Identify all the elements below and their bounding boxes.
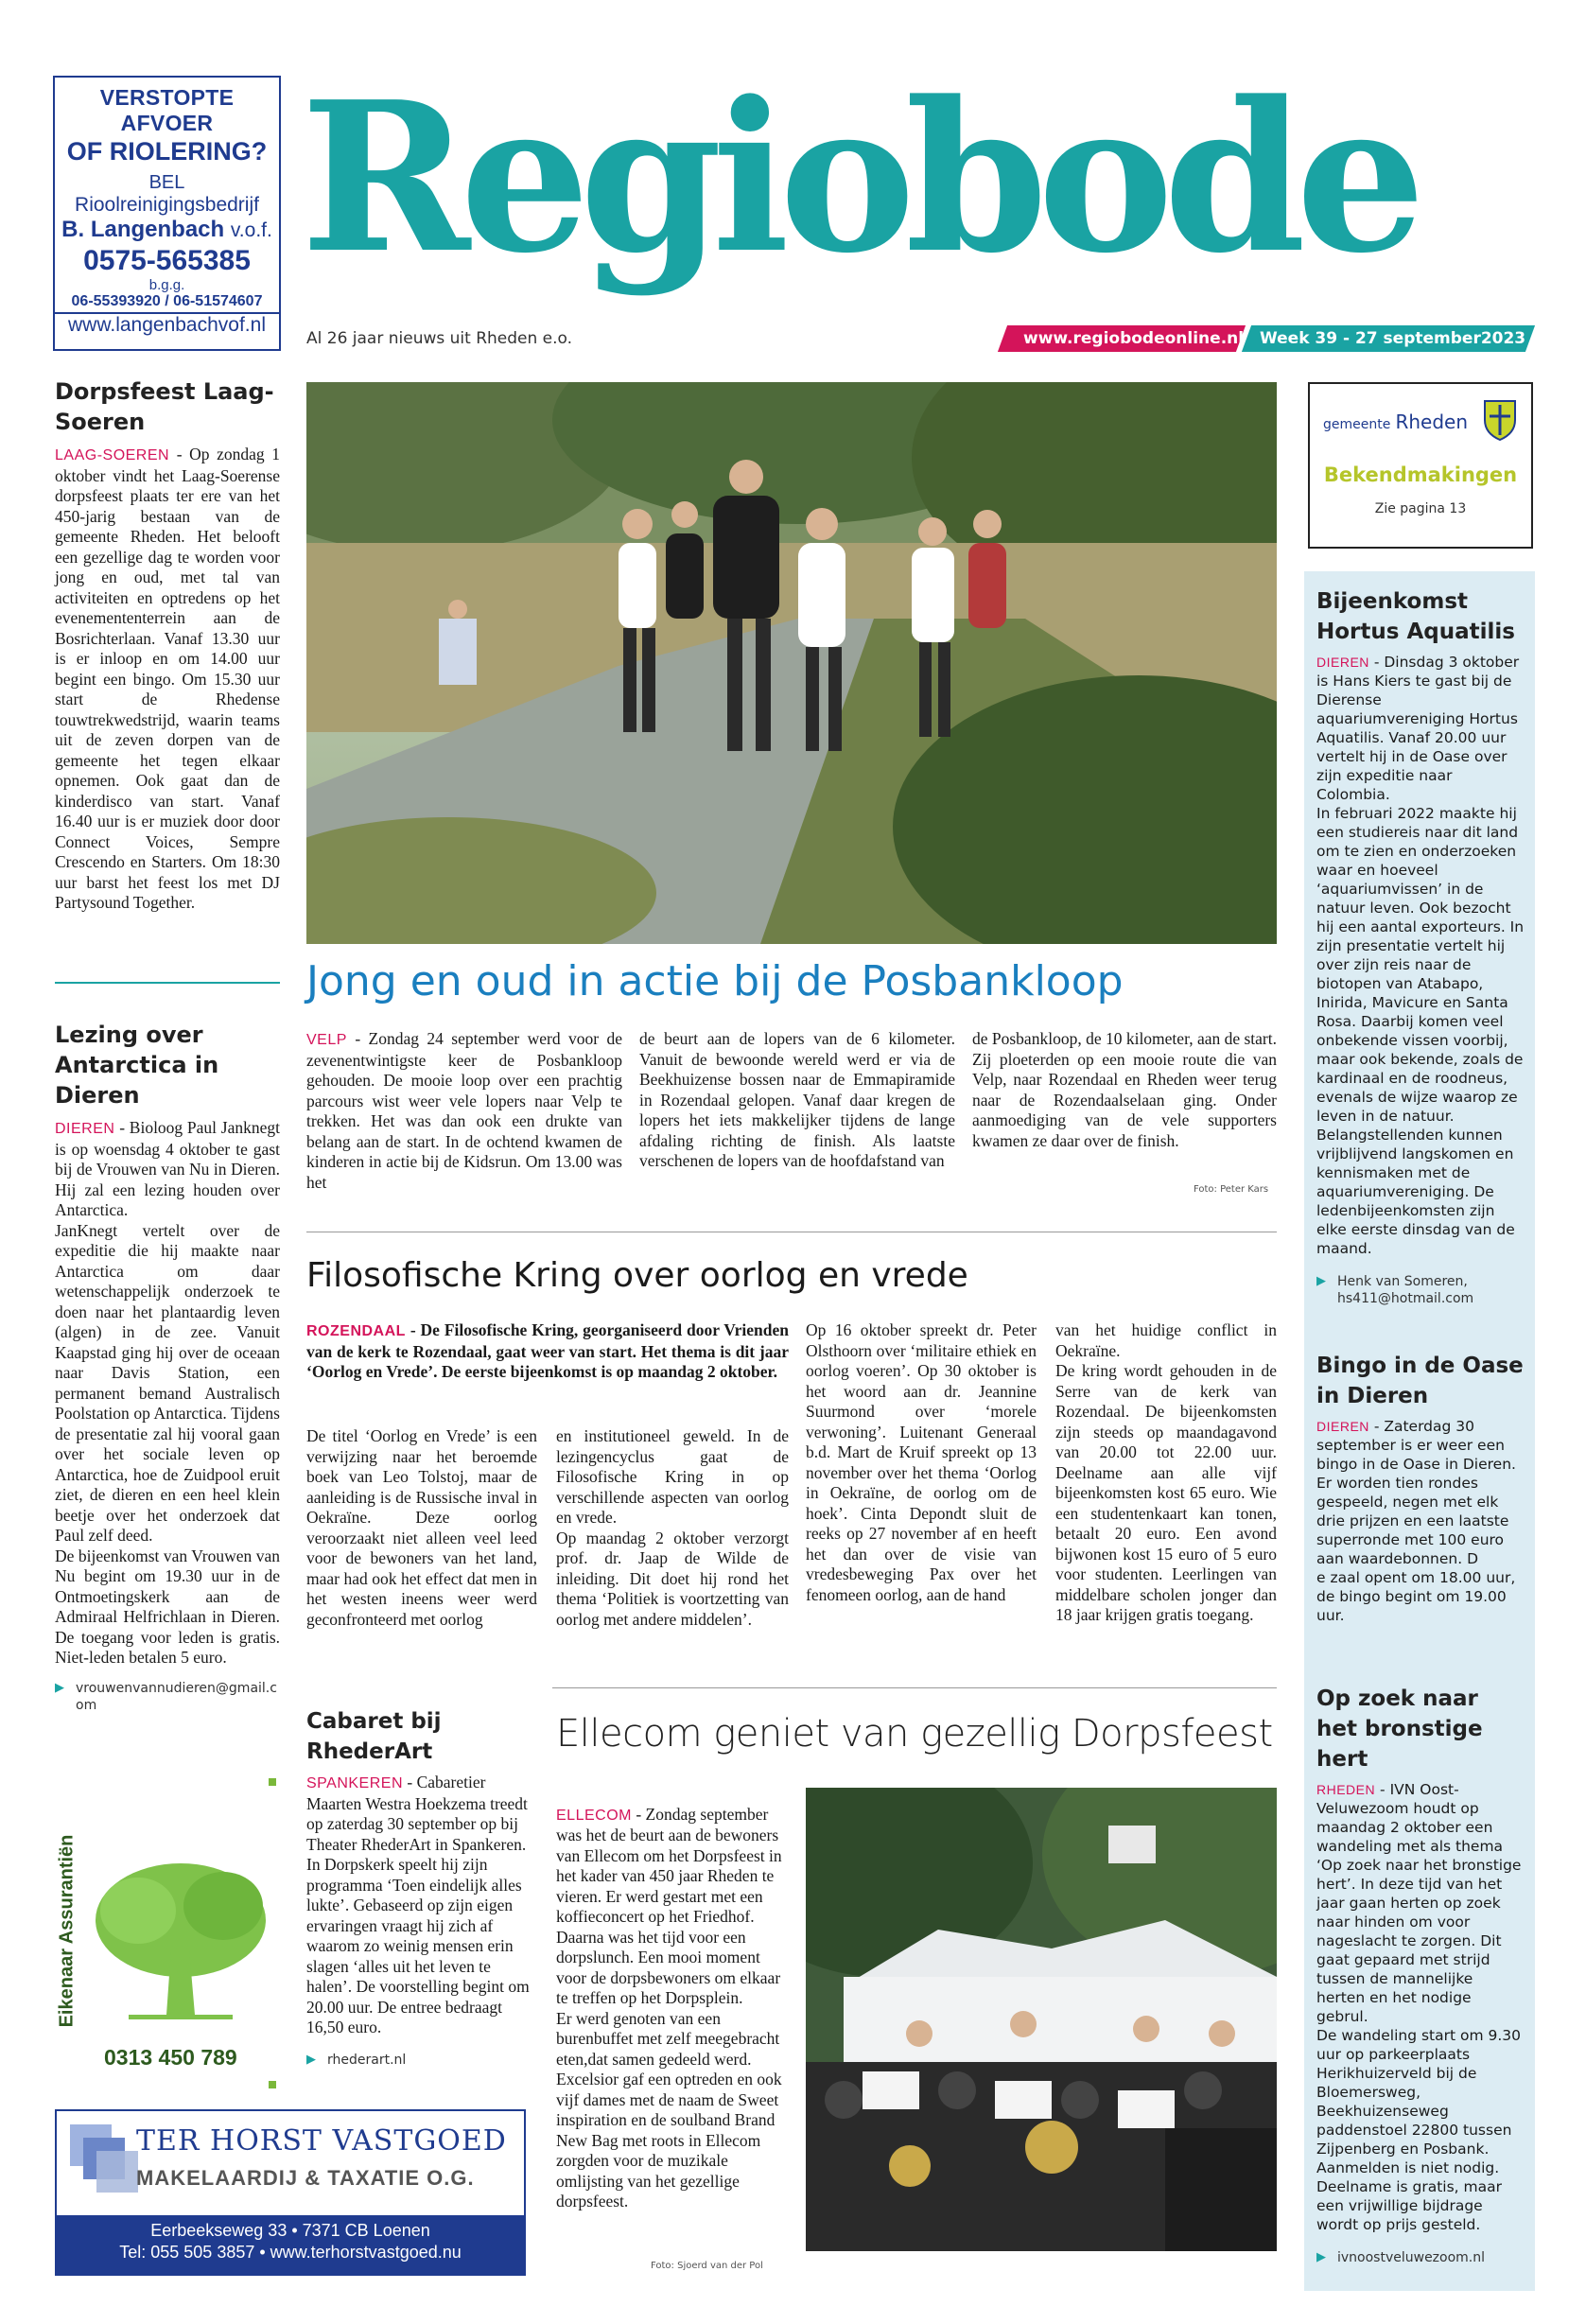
article-cabaret — [306, 1706, 533, 2069]
article-hert-contact[interactable]: ▶ ivnoostveluwezoom.nl — [1316, 2249, 1525, 2266]
article-hert — [1316, 1684, 1525, 2266]
ellecom-photo — [806, 1788, 1277, 2251]
article-antarctica-title: Lezing over Antarctica in Dieren — [55, 1022, 219, 1109]
gemeente-prefix: gemeente — [1323, 417, 1391, 432]
article-dorpsfeest-place: LAAG-SOEREN — [55, 447, 170, 463]
article-bingo-body: DIEREN - Zaterdag 30 september is er weer een bingo in de Oase in Dieren. Er worden tien rondes gespeeld, negen met elk drie prijzen en een laatste superronde met 100 euro aan waardebonnen. D e zaal opent om 18.00 uur, de bingo begint om 19.00 uur. — [1316, 1418, 1516, 1624]
ad-terhorst-name: TER HORST VASTGOED — [136, 2124, 507, 2158]
article-posbank-col3: de Posbankloop, de 10 kilometer, aan de start. Zij ploeterden op een mooie route die van Velp, naar Rozendaal en Rheden weer terug naar de Rozendaalselaan ging. Onder aanmoediging van de vele supporters kwamen ze daar over de finish. — [972, 1029, 1277, 1150]
band-illustration — [806, 1788, 1277, 2251]
article-filosofisch-col4: van het huidige conflict in Oekraïne. De kring wordt gehouden in de Serre van de kerk van Rozendaal. De bijeenkomsten zijn steeds op maandagavond van 20.00 tot 22.00 uur. Deelname aan alle vijf bijeenkomsten kost 65 euro. Wie een studentenkaart kan tonen, betaalt 20 euro. Een avond bijwonen kost 15 euro of 5 euro voor studenten. Leerlingen van middelbare scholen jonger dan 18 jaar krijgen gratis toegang. — [1055, 1320, 1277, 1624]
ad-riolering — [53, 76, 281, 351]
ad-terhorst-contact[interactable]: Tel: 055 505 3857 • www.terhorstvastgoed.nu — [119, 2243, 462, 2262]
oak-tree-icon — [91, 1854, 270, 2024]
ad-riolering-line2: OF RIOLERING? — [66, 137, 268, 166]
divider — [55, 982, 280, 984]
article-antarctica-contact[interactable]: ▶ vrouwenvannudieren@gmail.com — [55, 1680, 280, 1714]
article-filosofisch-col1: De titel ‘Oorlog en Vrede’ is een verwijzing naar het beroemde boek van Leo Tolstoj, maar de aanleiding is de Russische inval in Oekraïne. Deze oorlog veroorzaakt niet alleen veel leed voor de bewoners van het land, maar had ook het effect dat men in het westen ineens weer werd geconfronteerd met oorlog — [306, 1426, 537, 1629]
article-filosofisch-col2: en institutioneel geweld. In de lezingencyclus gaat de Filosofische Kring in op verschillende aspecten van oorlog en vrede. Op maandag 2 oktober verzorgt prof. dr. Jaap de Wilde de inleiding. Dit doet hij rond het thema ‘Politiek is voortzetting van oorlog met andere middelen’. — [556, 1426, 789, 1629]
ad-riolering-bgg: b.g.g. — [148, 277, 185, 293]
article-hortus-title: Bijeenkomst Hortus Aquatilis — [1316, 589, 1515, 644]
ellecom-photo-credit: Foto: Sjoerd van der Pol — [651, 2261, 763, 2271]
article-posbank-title: Jong en oud in actie bij de Posbankloop — [306, 957, 1124, 1005]
article-hert-title: Op zoek naar het bronstige hert — [1316, 1686, 1483, 1772]
article-dorpsfeest-title: Dorpsfeest Laag-Soeren — [55, 378, 274, 435]
article-filosofisch-title: Filosofische Kring over oorlog en vrede — [306, 1256, 968, 1295]
article-cabaret-title: Cabaret bij RhederArt — [306, 1709, 442, 1764]
ad-riolering-name: B. Langenbach v.o.f. — [61, 217, 272, 242]
article-cabaret-contact[interactable]: ▶ rhederart.nl — [306, 2052, 533, 2069]
article-bingo — [1316, 1351, 1525, 1625]
posbankloop-photo — [306, 382, 1277, 944]
gemeente-bekendmakingen: Bekendmakingen — [1323, 463, 1518, 486]
article-dorpsfeest-body: LAAG-SOEREN - Op zondag 1 oktober vindt het Laag-Soerense dorpsfeest plaats ter ere van het 450-jarig bestaan van de gemeente Rheden. Het belooft een gezellige dag te worden voor jong en oud, met tal van activiteiten en optredens op het evenemententerrein aan de Bosrichterlaan. Vanaf 13.30 uur is er inloop en om 14.00 uur begint een bingo. Om 15.30 uur start de Rhedense touwtrekwedstrijd, waarin teams uit de zeven dorpen van de gemeente het tegen elkaar opnemen. Ook gaat dan de kinderdisco van start. Vanaf 16.40 uur is er muziek door door Connect Voices, Sempre Crescendo en Starters. Om 18:30 uur barst het feest los met DJ Partysound Together. — [55, 445, 280, 912]
article-antarctica-body: DIEREN - Bioloog Paul Janknegt is op woensdag 4 oktober te gast bij de Vrouwen van Nu in Dieren. Hij zal een lezing houden over Antarctica. JanKnegt vertelt over de expeditie die hij maakte naar Antarctica om daar wetenschappelijk onderzoek te doen naar het plantaardig leven (algen) in de zee. Vanuit Kaapstad ging hij over de oceaan naar Davis Station, een permanent bemand Australisch Poolstation op Antarctica. Tijdens de presentatie zal hij vooral gaan over het sociale leven op Antarctica, hoe de Zuidpool eruit ziet, de dieren en een heel klein beetje over het onderzoek dat Paul zelf deed. De bijeenkomst van Vrouwen van Nu begint om 19.30 uur in de Ontmoetingskerk aan de Admiraal Helfrichlaan in Dieren. De toegang voor leden is gratis. Niet-leden betalen 5 euro. — [55, 1118, 280, 1667]
article-posbank-col2: de beurt aan de lopers van de 6 kilometer. Vanuit de bewoonde wereld werd er via de Beekhuizense bossen naar de Emmapiramide in Rozendaal gelopen. Vanaf daar kregen de lopers het iets makkelijker tijdens de lange afdaling richting de finish. Als laatste verschenen de lopers van de hoofdafstand van — [639, 1029, 955, 1170]
ad-riolering-phone: 0575-565385 — [83, 245, 251, 276]
ad-eikenaar — [53, 1778, 280, 2100]
masthead-week: Week 39 - 27 september2023 — [1260, 329, 1526, 348]
ad-terhorst-sub: MAKELAARDIJ & TAXATIE O.G. — [136, 2166, 475, 2190]
masthead-tagline: Al 26 jaar nieuws uit Rheden e.o. — [306, 329, 573, 348]
masthead-website[interactable]: www.regiobodeonline.nl — [1023, 329, 1245, 348]
ad-terhorst-address: Eerbeekseweg 33 • 7371 CB Loenen — [150, 2221, 430, 2240]
article-filosofisch-lead: ROZENDAAL - De Filosofische Kring, georganiseerd door Vrienden van de kerk te Rozendaal, gaat weer van start. Het thema is dit jaar ‘Oorlog en Vrede’. De eerste bijeenkomst is op maandag 2 oktober. — [306, 1320, 789, 1381]
ad-eikenaar-phone: 0313 450 789 — [104, 2045, 237, 2070]
gemeente-page-ref: Zie pagina 13 — [1374, 501, 1467, 516]
ad-riolering-bel: BEL — [148, 172, 185, 193]
article-hortus — [1316, 586, 1525, 1307]
gemeente-name: Rheden — [1395, 411, 1468, 433]
masthead-url-bar — [1002, 325, 1532, 352]
ad-eikenaar-name: Eikenaar Assurantiën — [56, 1834, 78, 2028]
article-hert-body: RHEDEN - IVN Oost-Veluwezoom houdt op maandag 2 oktober een wandeling met als thema ‘Op zoek naar het bronstige hert’. In deze tijd van het jaar gaan herten op zoek naar hinden om voor nageslacht te zorgen. Dit gaat gepaard met strijd tussen de mannelijke herten en het nodige gebrul. De wandeling start om 9.30 uur op parkeerplaats Herikhuizerveld bij de Bloemersweg, Beekhuizenseweg paddenstoel 22800 tussen Zijpenberg en Posbank. Aanmelden is niet nodig. Deelname is gratis, maar een vrijwillige bijdrage wordt op prijs gesteld. — [1316, 1781, 1522, 2233]
gemeente-crest-icon — [1482, 397, 1518, 441]
article-hortus-contact[interactable]: ▶ Henk van Someren, hs411@hotmail.com — [1316, 1273, 1525, 1307]
ad-terhorst — [55, 2109, 526, 2276]
article-dorpsfeest — [55, 376, 280, 914]
ad-riolering-company: Rioolreinigingsbedrijf — [75, 194, 259, 216]
article-posbank-col1: VELP - Zondag 24 september werd voor de zevenentwintigste keer de Posbankloop gehouden. De mooie loop over een prachtig parcours wist weer vele lopers naar Velp te trekken. Het was dan ook een drukte van belang aan de start. In de ochtend kwamen de kinderen in actie bij de Kidsrun. Om 13.00 was het — [306, 1029, 622, 1192]
article-bingo-title: Bingo in de Oase in Dieren — [1316, 1354, 1524, 1408]
masthead-title: Regiobode — [301, 57, 1416, 299]
divider — [552, 1687, 1277, 1688]
article-ellecom-title: Ellecom geniet van gezellig Dorpsfeest — [556, 1712, 1273, 1756]
runners-illustration — [306, 382, 1277, 944]
article-cabaret-body: SPANKEREN - Cabaretier Maarten Westra Hoekzema treedt op zaterdag 30 september op bij Theater RhederArt in Spankeren. In Dorpskerk speelt hij zijn programma ‘Toen eindelijk alles lukte’. Gebaseerd op zijn eigen ervaringen vraagt hij zich af waarom zo weinig mensen erin slagen ‘alles uit het leven te halen’. De voorstelling begint om 20.00 uur. De entree bedraagt 16,50 euro. — [306, 1773, 530, 2036]
ad-riolering-web: www.langenbachvof.nl — [55, 312, 279, 337]
article-ellecom-body: ELLECOM - Zondag september was het de beurt aan de bewoners van Ellecom om het Dorpsfeest in het kader van 450 jaar Rheden te vieren. Er werd gestart met een koffieconcert op het Friedhof. Daarna was het tijd voor een dorpslunch. Een mooi moment voor de dorpsbewoners om elkaar te treffen op het Dorpsplein. Er werd genoten van een burenbuffet met zelf meegebracht eten,dat samen gedeeld werd. Excelsior gaf een optreden en ook vijf dames met de naam de Sweet inspiration en de soulband Brand New Bag met roots in Ellecom zorgden voor de muzikale omlijsting van het gezellige dorpsfeest. — [556, 1804, 782, 2210]
gemeente-rheden-box[interactable] — [1308, 382, 1533, 549]
ad-riolering-mobile: 06-55393920 / 06-51574607 — [71, 293, 263, 309]
ad-riolering-line1: VERSTOPTE AFVOER — [99, 85, 235, 135]
posbank-photo-credit: Foto: Peter Kars — [1194, 1184, 1269, 1195]
article-hortus-body: DIEREN - Dinsdag 3 oktober is Hans Kiers te gast bij de Dierense aquariumvereniging Hortus Aquatilis. Vanaf 20.00 uur vertelt hij in de Oase over zijn expeditie naar Colombia. In februari 2022 maakte hij een studiereis naar dit land om te zien en onderzoeken waar en hoeveel ‘aquariumvissen’ in de natuur leven. Ook bezocht hij een aantal exporteurs. In zijn presentatie vertelt hij over zijn reis naar de biotopen van Atabapo, Inirida, Mavicure en Santa Rosa. Daarbij komen veel onbekende vissen voorbij, maar ook bekende, zoals de kardinaal en de roodneus, evenals de wijze waarop ze leven in de natuur. Belangstellenden kunnen vrijblijvend langskomen en kennismaken met de aquariumvereniging. De ledenbijeenkomsten zijn elke eerste dinsdag van de maand. — [1316, 654, 1525, 1257]
article-filosofisch-col3: Op 16 oktober spreekt dr. Peter Olsthoorn over ‘militaire ethiek en oorlog voeren’. Op 30 oktober is het woord aan dr. Jeannine Suurmond over ‘morele verwoning’. Luitenant Generaal b.d. Mart de Kruif spreekt op 13 november over het thema ‘Oorlog in Oekraïne, de oorlog om de hoek’. Cinta Depondt sluit de reeks op 27 november af en heeft het dan over de visie van vredesbeweging Pax over het fenomeen oorlog, aan de hand — [806, 1320, 1037, 1604]
article-antarctica — [55, 1020, 280, 1714]
